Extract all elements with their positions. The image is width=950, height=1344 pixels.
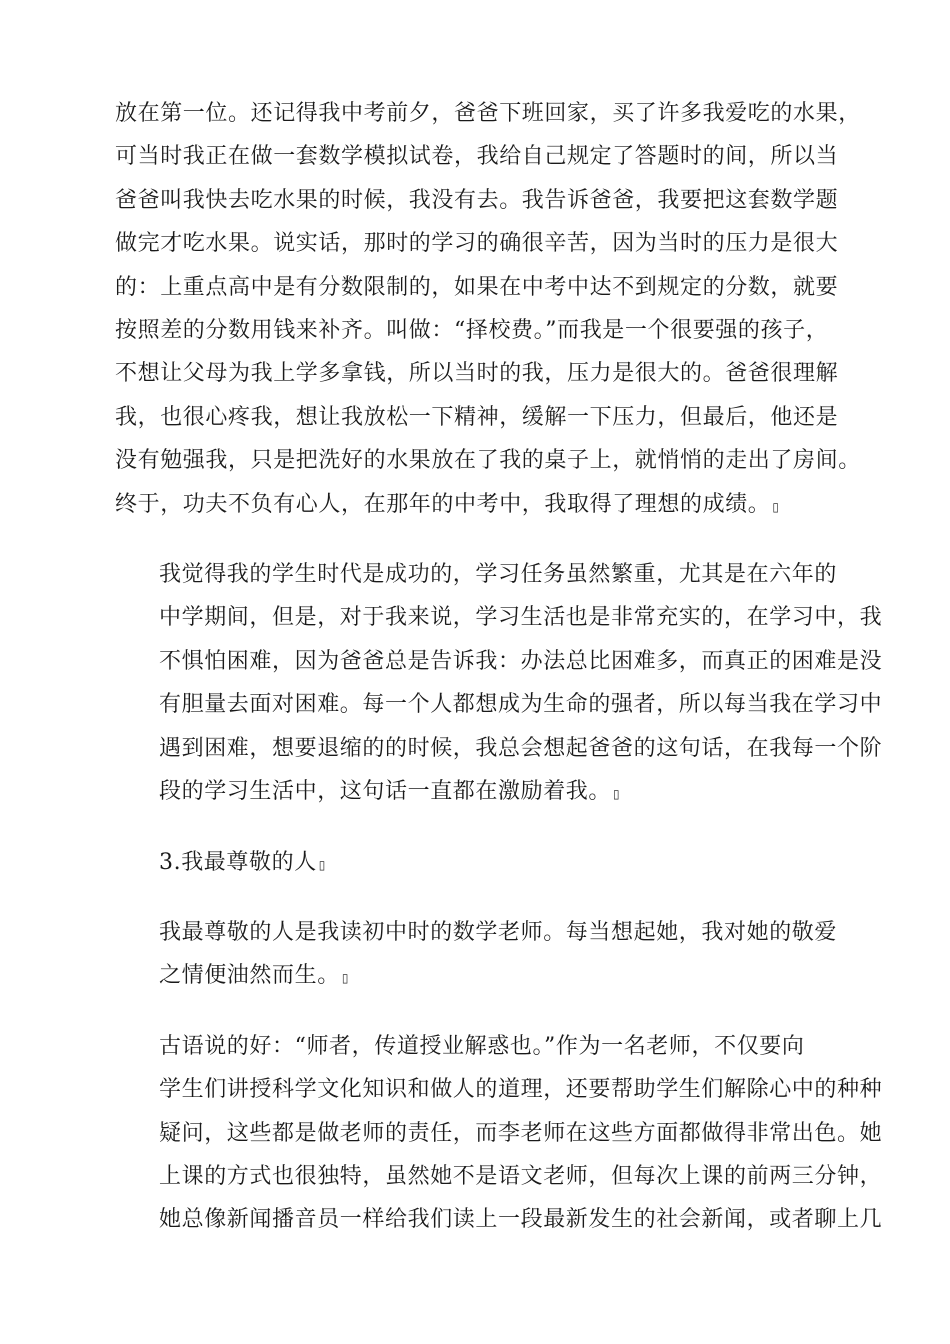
text-line	[115, 1155, 883, 1198]
text-line	[115, 179, 855, 222]
paragraph-p3	[115, 841, 855, 887]
line-text: 有胆量去面对困难。每一个人都想成为生命的强者，所以每当我在学习中	[159, 692, 883, 718]
text-line	[115, 1025, 855, 1068]
paragraph-gap	[115, 529, 855, 553]
paragraph-p4	[115, 911, 855, 1001]
paragraph-mark-icon: ▯	[318, 857, 327, 872]
text-line	[115, 266, 855, 309]
line-text: 之情便油然而生。	[159, 963, 340, 989]
line-text: 疑问，这些都是做老师的责任，而李老师在这些方面都做得非常出色。她	[159, 1120, 883, 1146]
line-text: 爸爸叫我快去吃水果的时候，我没有去。我告诉爸爸，我要把这套数学题	[115, 187, 839, 213]
text-line	[115, 683, 883, 726]
line-text: 不惧怕困难，因为爸爸总是告诉我：办法总比困难多，而真正的困难是没	[159, 648, 883, 674]
paragraph-mark-icon: ▯	[341, 971, 350, 986]
text-line	[115, 396, 855, 439]
paragraph-gap	[115, 1001, 855, 1025]
text-line	[115, 439, 861, 482]
line-text: 的：上重点高中是有分数限制的，如果在中考中达不到规定的分数，就要	[115, 274, 839, 300]
text-line	[115, 553, 855, 596]
paragraph-mark-icon: ▯	[613, 787, 621, 802]
text-line	[115, 770, 855, 816]
text-line	[115, 222, 855, 265]
line-text: 上课的方式也很独特，虽然她不是语文老师，但每次上课的前两三分钟，	[159, 1163, 883, 1189]
line-text: 我最尊敬的人是我读初中时的数学老师。每当想起她，我对她的敬爱	[159, 919, 838, 945]
line-text: 不想让父母为我上学多拿钱，所以当时的我，压力是很大的。爸爸很理解	[115, 361, 839, 387]
text-line	[115, 640, 883, 683]
line-text: 没有勉强我，只是把洗好的水果放在了我的桌子上，就悄悄的走出了房间。	[115, 448, 861, 474]
paragraph-p5	[115, 1025, 883, 1242]
document-body	[115, 92, 883, 1242]
paragraph-gap	[115, 817, 855, 841]
line-text: 遇到困难，想要退缩的的时候，我总会想起爸爸的这句话，在我每一个阶	[159, 735, 883, 761]
line-text: 放在第一位。还记得我中考前夕，爸爸下班回家，买了许多我爱吃的水果，	[115, 101, 861, 126]
paragraph-p2	[115, 553, 883, 816]
line-text: 按照差的分数用钱来补齐。叫做：“择校费。”而我是一个很要强的孩子，	[115, 318, 829, 344]
paragraph-gap	[115, 887, 855, 911]
line-text: 古语说的好：“师者，传道授业解惑也。”作为一名老师，不仅要向	[159, 1033, 805, 1059]
text-line	[115, 596, 883, 639]
line-text: 中学期间，但是，对于我来说，学习生活也是非常充实的，在学习中，我	[159, 605, 883, 631]
text-line	[115, 1112, 883, 1155]
text-line	[115, 841, 855, 887]
line-text: 我觉得我的学生时代是成功的，学习任务虽然繁重，尤其是在六年的	[159, 562, 838, 588]
line-text: 她总像新闻播音员一样给我们读上一段最新发生的社会新闻，或者聊上几	[159, 1207, 883, 1233]
text-line	[115, 92, 861, 135]
line-text: 段的学习生活中，这句话一直都在激励着我。	[159, 779, 612, 805]
line-text: 学生们讲授科学文化知识和做人的道理，还要帮助学生们解除心中的种种	[159, 1077, 883, 1103]
text-line	[115, 727, 883, 770]
line-text: 终于，功夫不负有心人，在那年的中考中，我取得了理想的成绩。	[115, 491, 771, 517]
text-line	[115, 1068, 883, 1111]
text-line	[115, 352, 855, 395]
text-line	[115, 309, 855, 352]
line-text: 做完才吃水果。说实话，那时的学习的确很辛苦，因为当时的压力是很大	[115, 231, 839, 257]
text-line	[115, 1198, 883, 1241]
text-line	[115, 483, 855, 529]
text-line	[115, 911, 855, 954]
line-text: 3.我最尊敬的人	[159, 849, 317, 875]
text-line	[115, 135, 855, 178]
paragraph-mark-icon: ▯	[772, 499, 780, 514]
paragraph-p1	[115, 92, 861, 529]
text-line	[115, 954, 855, 1000]
line-text: 可当时我正在做一套数学模拟试卷，我给自己规定了答题时的间，所以当	[115, 144, 839, 170]
line-text: 我，也很心疼我，想让我放松一下精神，缓解一下压力，但最后，他还是	[115, 404, 839, 430]
